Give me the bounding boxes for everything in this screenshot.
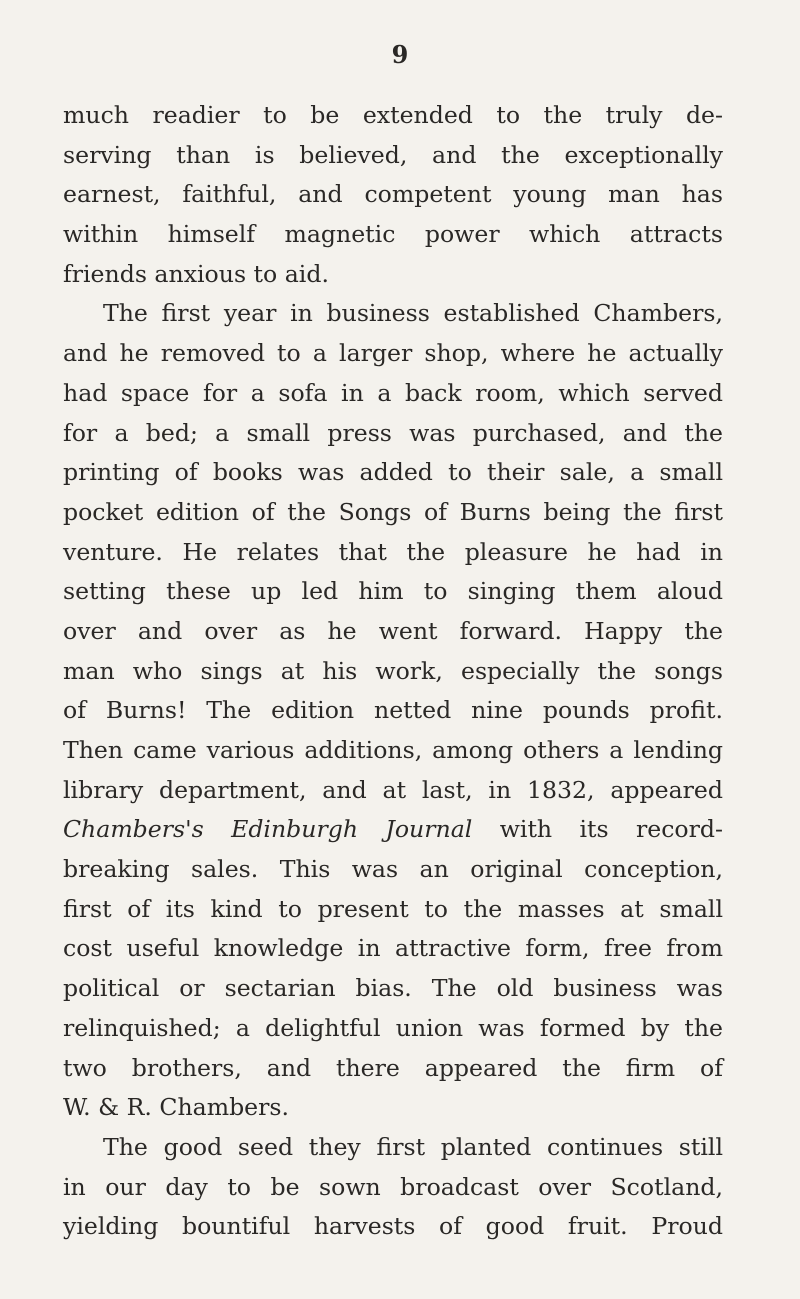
text-line: library department, and at last, in 1832, appeared [63,775,723,804]
text-line: two brothers, and there appeared the firm of [63,1053,723,1082]
text-line: relinquished; a delightful union was formed by the [63,1013,723,1042]
text-line: political or sectarian bias. The old business was [63,974,723,1003]
text-line: within himself magnetic power which attracts [63,220,723,249]
text-line: of Burns! The edition netted nine pounds profit. [63,696,723,725]
text-line: over and over as he went forward. Happy the [63,616,723,645]
text-line: breaking sales. This was an original conception, [63,855,723,884]
text-line: had space for a sofa in a back room, which served [63,378,723,407]
body-text [63,96,723,1247]
text-line: setting these up led him to singing them aloud [63,577,723,606]
text-line: in our day to be sown broadcast over Scotland, [63,1172,723,1201]
text-line: venture. He relates that the pleasure he had in [63,537,723,566]
text-line: man who sings at his work, especially the songs [63,656,723,685]
text-line: yielding bountiful harvests of good fruit. Proud [63,1212,723,1241]
text-line: Chambers's Edinburgh Journal with its record- [63,815,723,844]
text-line: The first year in business established Chambers, [103,299,723,328]
text-line: earnest, faithful, and competent young man has [63,180,723,209]
text-line: Then came various additions, among others a lending [63,736,723,764]
text-line: for a bed; a small press was purchased, and the [63,418,723,447]
text-line: and he removed to a larger shop, where he actually [63,339,723,368]
text-line: cost useful knowledge in attractive form, free from [63,934,723,963]
text-line: serving than is believed, and the exceptionally [63,140,723,169]
text-line: pocket edition of the Songs of Burns being the first [63,497,723,526]
text-line: first of its kind to present to the masses at small [63,894,723,923]
page-number: 9 [391,40,409,69]
text-line: W. & R. Chambers. [63,1093,290,1122]
text-line: The good seed they first planted continues still [103,1132,723,1161]
text-line: friends anxious to aid. [63,259,329,288]
text-line: much readier to be extended to the truly de- [63,101,723,129]
text-line: printing of books was added to their sale, a small [63,458,723,487]
